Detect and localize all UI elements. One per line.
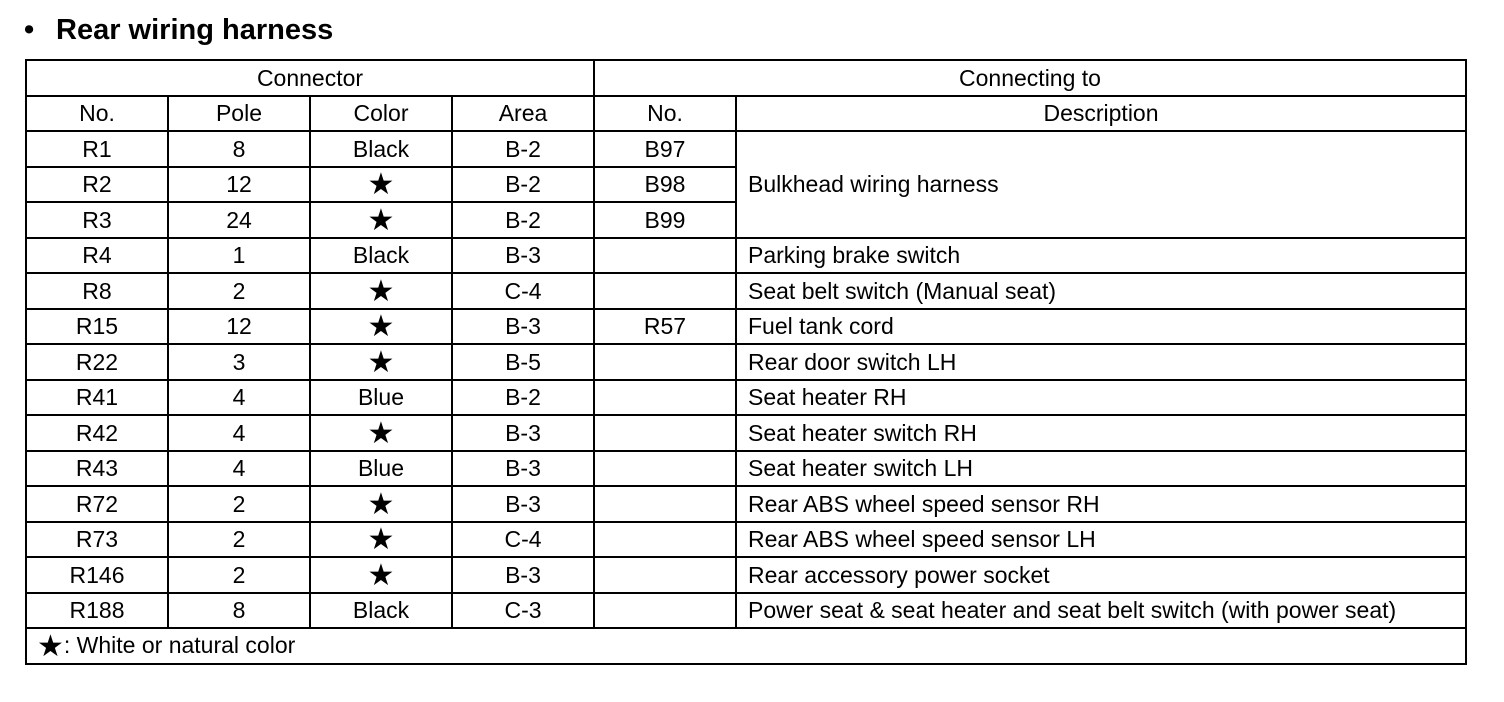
cell-pole: 4 — [168, 380, 310, 416]
column-header-color: Color — [310, 96, 452, 132]
cell-to-no — [594, 238, 736, 274]
column-header-area: Area — [452, 96, 594, 132]
table-row — [26, 593, 1466, 629]
cell-to-no: B99 — [594, 202, 736, 238]
cell-no: R146 — [26, 557, 168, 593]
cell-area: B-2 — [452, 167, 594, 203]
cell-pole: 3 — [168, 344, 310, 380]
cell-color: Black — [310, 593, 452, 629]
table-row — [26, 415, 1466, 451]
star-icon: ★ — [367, 487, 395, 521]
cell-no: R2 — [26, 167, 168, 203]
table-row — [26, 380, 1466, 416]
cell-no: R4 — [26, 238, 168, 274]
column-header-to-no: No. — [594, 96, 736, 132]
table-row — [26, 522, 1466, 558]
cell-to-no: B98 — [594, 167, 736, 203]
cell-no: R42 — [26, 415, 168, 451]
column-header-no: No. — [26, 96, 168, 132]
star-icon: ★ — [37, 629, 64, 663]
cell-to-no — [594, 522, 736, 558]
group-header-row — [26, 60, 1466, 96]
cell-to-no — [594, 486, 736, 522]
cell-no: R43 — [26, 451, 168, 487]
table-row — [26, 273, 1466, 309]
cell-color — [310, 415, 452, 451]
connecting-to-group-header: Connecting to — [594, 60, 1466, 96]
cell-pole: 2 — [168, 522, 310, 558]
cell-description: Power seat & seat heater and seat belt switch (with power seat) — [736, 593, 1466, 629]
footnote-row — [26, 628, 1466, 664]
footnote-text: : White or natural color — [63, 631, 296, 658]
cell-no: R41 — [26, 380, 168, 416]
cell-color — [310, 167, 452, 203]
page-title — [24, 10, 333, 50]
cell-area: B-2 — [452, 202, 594, 238]
cell-description: Rear accessory power socket — [736, 557, 1466, 593]
rear-wiring-harness-table — [25, 59, 1467, 665]
title-bullet: • — [24, 14, 35, 46]
column-header-pole: Pole — [168, 96, 310, 132]
cell-area: B-2 — [452, 380, 594, 416]
cell-color — [310, 309, 452, 345]
cell-to-no: B97 — [594, 131, 736, 167]
cell-area: B-2 — [452, 131, 594, 167]
cell-pole: 24 — [168, 202, 310, 238]
cell-pole: 8 — [168, 131, 310, 167]
cell-pole: 1 — [168, 238, 310, 274]
star-icon: ★ — [367, 558, 395, 592]
cell-pole: 12 — [168, 309, 310, 345]
cell-no: R3 — [26, 202, 168, 238]
table-row — [26, 131, 1466, 167]
footnote — [26, 628, 1466, 664]
star-icon: ★ — [367, 416, 395, 450]
cell-area: B-3 — [452, 557, 594, 593]
cell-description: Seat heater switch RH — [736, 415, 1466, 451]
cell-color: Black — [310, 238, 452, 274]
cell-color: Black — [310, 131, 452, 167]
star-icon: ★ — [367, 523, 395, 557]
cell-description: Rear door switch LH — [736, 344, 1466, 380]
cell-to-no — [594, 344, 736, 380]
cell-area: B-3 — [452, 486, 594, 522]
star-icon: ★ — [367, 345, 395, 379]
star-icon: ★ — [367, 168, 395, 202]
table-row — [26, 309, 1466, 345]
cell-color — [310, 522, 452, 558]
column-header-description: Description — [736, 96, 1466, 132]
cell-area: B-3 — [452, 309, 594, 345]
cell-area: B-3 — [452, 238, 594, 274]
cell-description: Seat belt switch (Manual seat) — [736, 273, 1466, 309]
cell-pole: 8 — [168, 593, 310, 629]
cell-color: Blue — [310, 451, 452, 487]
title-text: Rear wiring harness — [56, 14, 334, 46]
cell-color — [310, 273, 452, 309]
table-row — [26, 344, 1466, 380]
cell-no: R72 — [26, 486, 168, 522]
cell-to-no — [594, 380, 736, 416]
cell-color — [310, 202, 452, 238]
cell-no: R22 — [26, 344, 168, 380]
cell-pole: 2 — [168, 486, 310, 522]
cell-area: C-4 — [452, 273, 594, 309]
cell-description: Rear ABS wheel speed sensor RH — [736, 486, 1466, 522]
cell-color — [310, 557, 452, 593]
cell-to-no — [594, 273, 736, 309]
cell-pole: 12 — [168, 167, 310, 203]
cell-to-no: R57 — [594, 309, 736, 345]
cell-no: R8 — [26, 273, 168, 309]
cell-to-no — [594, 415, 736, 451]
cell-pole: 2 — [168, 557, 310, 593]
cell-pole: 4 — [168, 451, 310, 487]
cell-no: R1 — [26, 131, 168, 167]
cell-description: Seat heater RH — [736, 380, 1466, 416]
star-icon: ★ — [367, 274, 395, 308]
table-body — [26, 60, 1466, 664]
cell-no: R188 — [26, 593, 168, 629]
cell-to-no — [594, 593, 736, 629]
star-icon: ★ — [367, 203, 395, 237]
cell-area: C-4 — [452, 522, 594, 558]
cell-description: Parking brake switch — [736, 238, 1466, 274]
cell-pole: 2 — [168, 273, 310, 309]
cell-description: Fuel tank cord — [736, 309, 1466, 345]
cell-area: B-3 — [452, 451, 594, 487]
cell-no: R73 — [26, 522, 168, 558]
column-header-row — [26, 96, 1466, 132]
table-row — [26, 451, 1466, 487]
cell-color — [310, 344, 452, 380]
cell-area: C-3 — [452, 593, 594, 629]
cell-description-merged: Bulkhead wiring harness — [736, 131, 1466, 238]
table-row — [26, 486, 1466, 522]
cell-description: Seat heater switch LH — [736, 451, 1466, 487]
table-row — [26, 557, 1466, 593]
cell-area: B-3 — [452, 415, 594, 451]
connector-group-header: Connector — [26, 60, 594, 96]
cell-pole: 4 — [168, 415, 310, 451]
star-icon: ★ — [367, 310, 395, 344]
cell-to-no — [594, 557, 736, 593]
cell-to-no — [594, 451, 736, 487]
table-row — [26, 238, 1466, 274]
cell-color: Blue — [310, 380, 452, 416]
cell-area: B-5 — [452, 344, 594, 380]
cell-description: Rear ABS wheel speed sensor LH — [736, 522, 1466, 558]
cell-color — [310, 486, 452, 522]
cell-no: R15 — [26, 309, 168, 345]
